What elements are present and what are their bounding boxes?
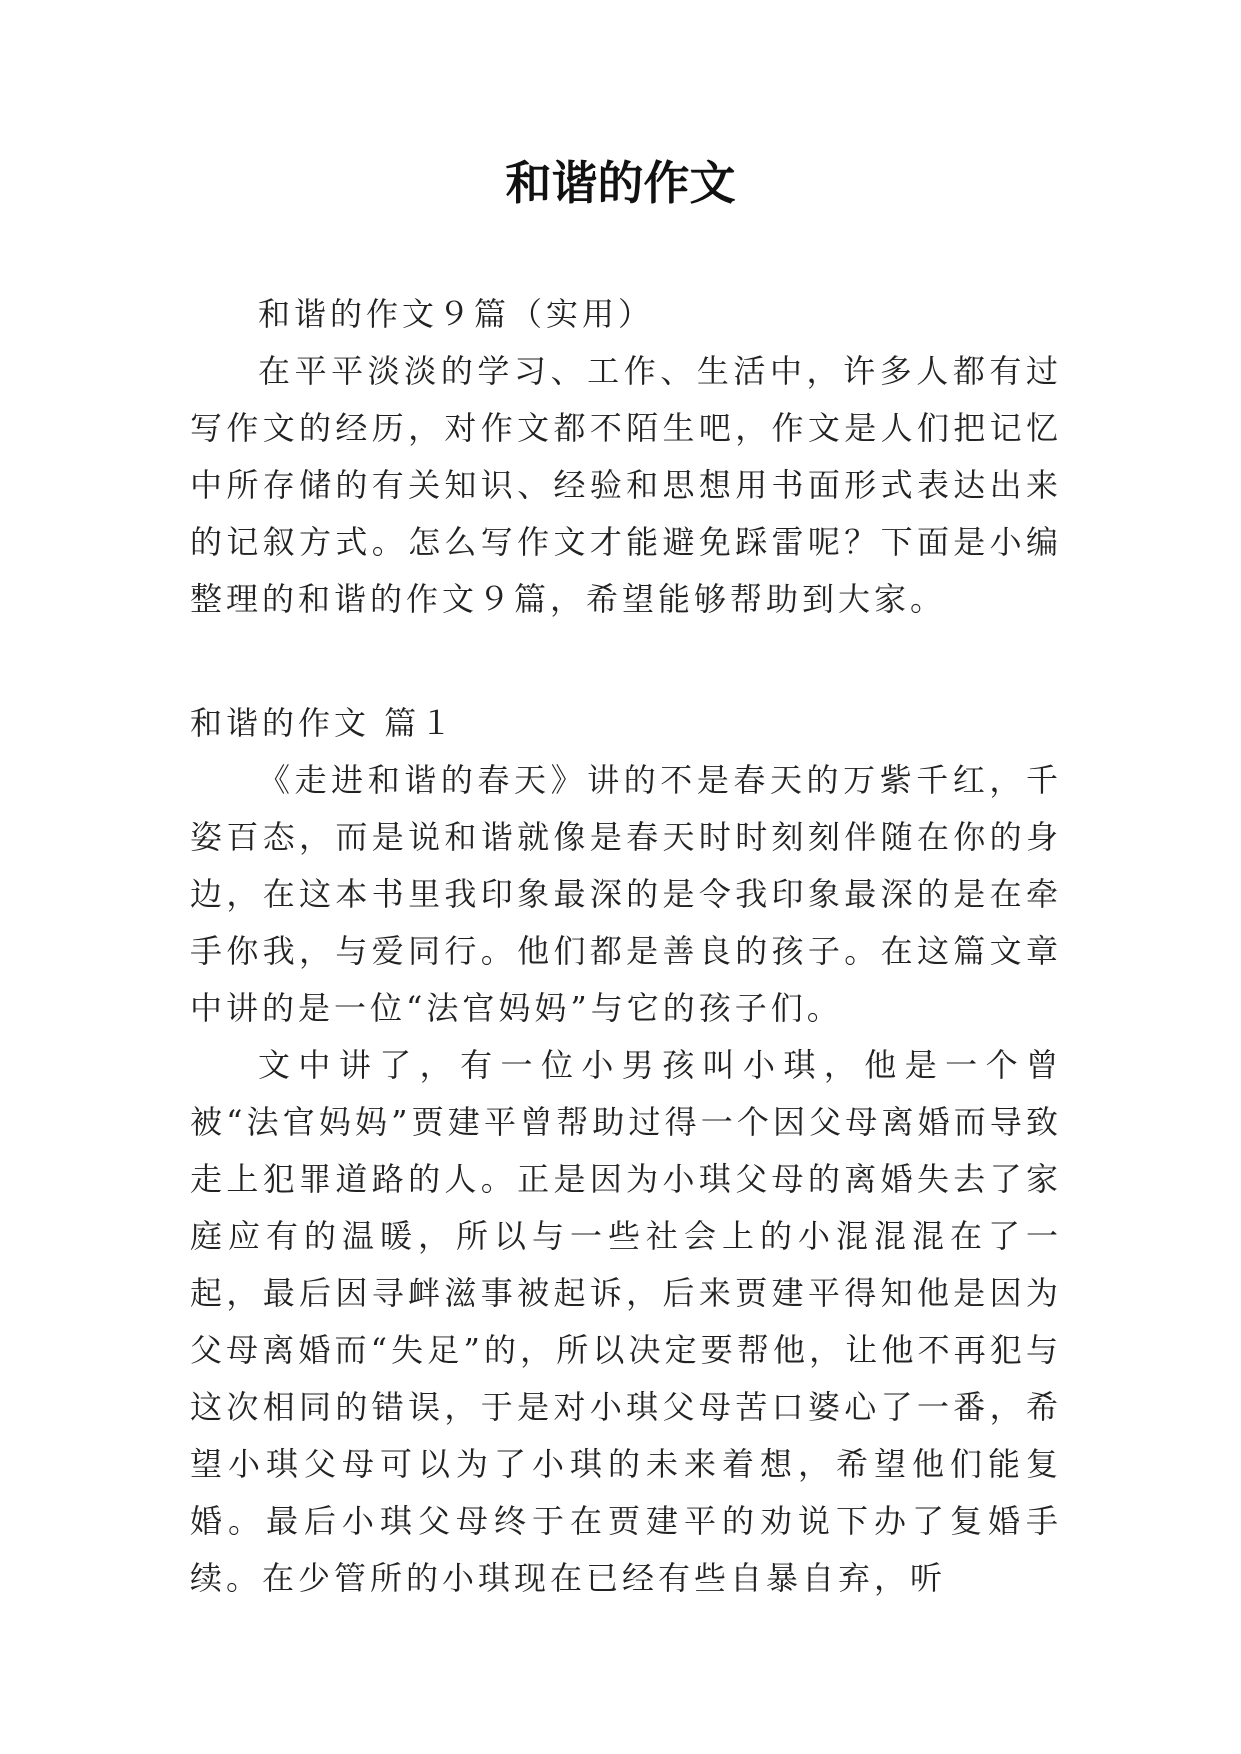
intro-paragraph: 在平平淡淡的学习、工作、生活中，许多人都有过写作文的经历，对作文都不陌生吧，作文是人们把记忆中所存储的有关知识、经验和思想用书面形式表达出来的记叙方式。怎么写作文才能避免踩雷呢？下面是小编整理的和谐的作文９篇，希望能够帮助到大家。 — [190, 352, 1062, 618]
section-paragraph-1: 《走进和谐的春天》讲的不是春天的万紫千红，千姿百态，而是说和谐就像是春天时时刻刻伴随在你的身边，在这本书里我印象最深的是令我印象最深的是在牵手你我，与爱同行。他们都是善良的孩子。在这篇文章中讲的是一位“法官妈妈”与它的孩子们。 — [190, 761, 1062, 1027]
document-subtitle: 和谐的作文９篇（实用） — [258, 295, 655, 333]
section-heading: 和谐的作文 篇１ — [190, 704, 457, 742]
page-title: 和谐的作文 — [505, 156, 736, 210]
section-paragraph-2: 文中讲了，有一位小男孩叫小琪，他是一个曾被“法官妈妈”贾建平曾帮助过得一个因父母离婚而导致走上犯罪道路的人。正是因为小琪父母的离婚失去了家庭应有的温暖，所以与一些社会上的小混混混在了一起，最后因寻衅滋事被起诉，后来贾建平得知他是因为父母离婚而“失足”的，所以决定要帮他，让他不再犯与这次相同的错误，于是对小琪父母苦口婆心了一番，希望小琪父母可以为了小琪的未来着想，希望他们能复婚。最后小琪父母终于在贾建平的劝说下办了复婚手续。在少管所的小琪现在已经有些自暴自弃，听 — [190, 1046, 1062, 1597]
